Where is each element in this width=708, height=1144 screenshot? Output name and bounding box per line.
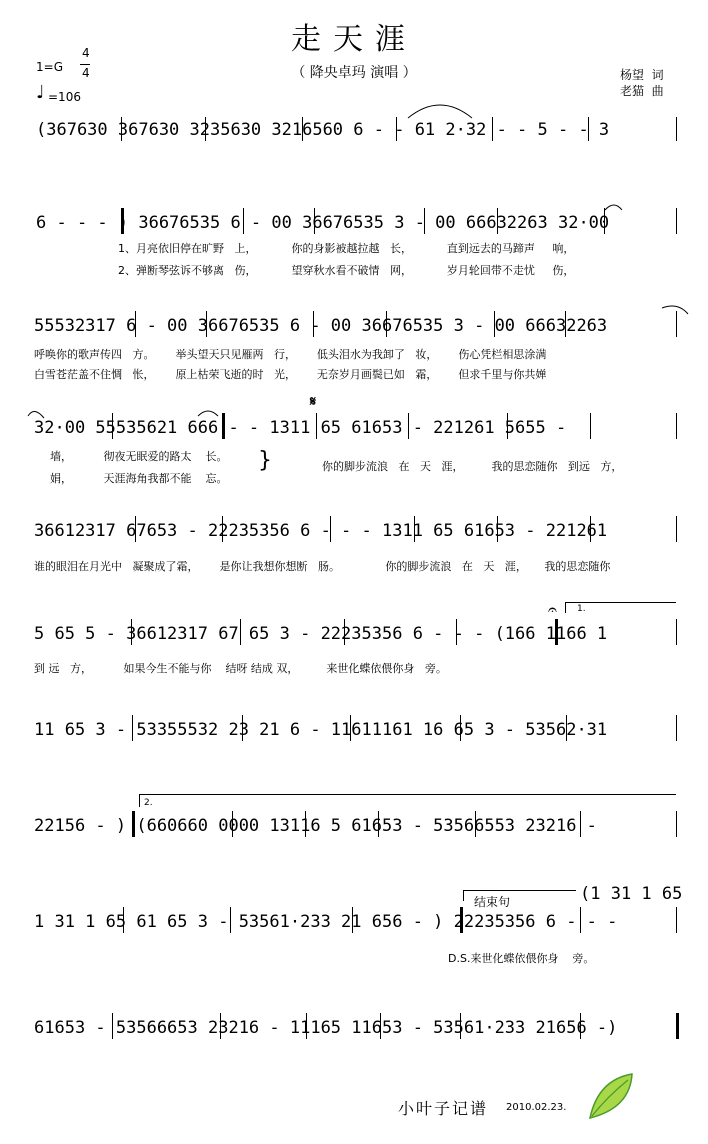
slur [662, 306, 688, 314]
lyric-chorus: 你的脚步流浪 在 天 涯， 我的思恋随你 到远 方， [322, 460, 623, 473]
score-row-2: 6 - - - ) 36676535 6 - 00 36676535 3 - 00 66632263 32·00 [36, 213, 610, 233]
score-row-10: 61653 - 53566653 23216 - 11165 11653 - 53561·233 21656 -) [34, 1018, 618, 1038]
score-row-9: 1 31 1 65 61 65 3 - 53561·233 21 656 - ) 22235356 6 - - - [34, 912, 618, 932]
scribe-date: 2010.02.23. [506, 1102, 567, 1113]
song-title: 走天涯 [291, 22, 417, 57]
score-row-8: 22156 - ) (660660 0000 13116 5 61653 - 53566553 23216 - [34, 816, 597, 836]
lyric-line: 谁的眼泪在月光中 凝聚成了霜， 是你让我想你想断 肠。 你的脚步流浪 在 天 涯， 我的思恋随你 [34, 560, 611, 573]
segno-icon: 𝄋 [310, 394, 317, 410]
ending-pickup-notes: (1 31 1 65 [580, 884, 683, 904]
volta-second-ending: 2. [144, 798, 153, 808]
time-signature-bottom: 4 [82, 66, 90, 80]
score-row-3: 55532317 6 - 00 36676535 6 - 00 36676535 3 - 00 66632263 [34, 316, 608, 336]
fermata-icon: 𝄐 [548, 600, 557, 619]
score-row-6: 5 65 5 - 36612317 67 65 3 - 22235356 6 - - - (166 1166 1 [34, 624, 608, 644]
volta-first-ending: 1. [577, 604, 586, 614]
singer-credit: （ 降央卓玛 演唱 ） [291, 65, 417, 81]
lyric-line: D.S.来世化蝶依偎你身 旁。 [448, 952, 595, 965]
lyric-verse-2: 2、弹断琴弦诉不够离 伤， 望穿秋水看不破情 网， 岁月轮回带不走忧 伤， [118, 264, 575, 277]
score-row-5: 36612317 67653 - 22235356 6 - - - 1311 65 61653 - 221261 [34, 521, 608, 541]
slur [28, 411, 44, 418]
composer-credit: 老猫 曲 [620, 84, 664, 98]
lyric-line: 到 远 方， 如果今生不能与你 结呀 结成 双， 来世化蝶依偎你身 旁。 [34, 662, 447, 675]
score-row-1: (367630 367630 3235630 3216560 6 - - 61 2·32 - - 5 - - 3 [36, 120, 610, 140]
lyric-verse-2: 娟， 天涯海角我都不能 忘。 [50, 472, 228, 485]
lyric-verse-1: 墙， 彻夜无眠爱的路太 长。 [50, 450, 228, 463]
score-row-4: 32·00 55535621 666 - - 1311 65 61653 - 221261 5655 - [34, 418, 567, 438]
time-signature-top: 4 [82, 46, 90, 60]
slur [605, 205, 622, 210]
tempo-mark: =106 [48, 90, 81, 104]
scribe-signature: 小叶子记谱 [398, 1099, 489, 1118]
quarter-note-icon: ♩ [36, 82, 45, 103]
slur [408, 105, 472, 118]
score-row-7: 11 65 3 - 53355532 23 21 6 - 11611161 16 65 3 - 53562·31 [34, 720, 608, 740]
brace-icon: } [258, 448, 272, 473]
slur [198, 411, 218, 416]
key-signature: 1=G [36, 60, 63, 74]
lyric-verse-1: 呼唤你的歌声传四 方。 举头望天只见雁两 行， 低头泪水为我卸了 妆， 伤心凭栏相思涂满 [34, 348, 547, 361]
lyric-verse-1: 1、月亮依旧停在旷野 上， 你的身影被越拉越 长， 直到远去的马蹄声 响， [118, 242, 575, 255]
lyric-verse-2: 白雪苍茫盖不住惆 怅， 原上枯荣飞逝的时 光， 无奈岁月画鬓已如 霜， 但求千里与你共婵 [34, 368, 547, 381]
ending-label: 结束句 [474, 895, 511, 909]
lyricist-credit: 杨望 词 [620, 68, 664, 82]
